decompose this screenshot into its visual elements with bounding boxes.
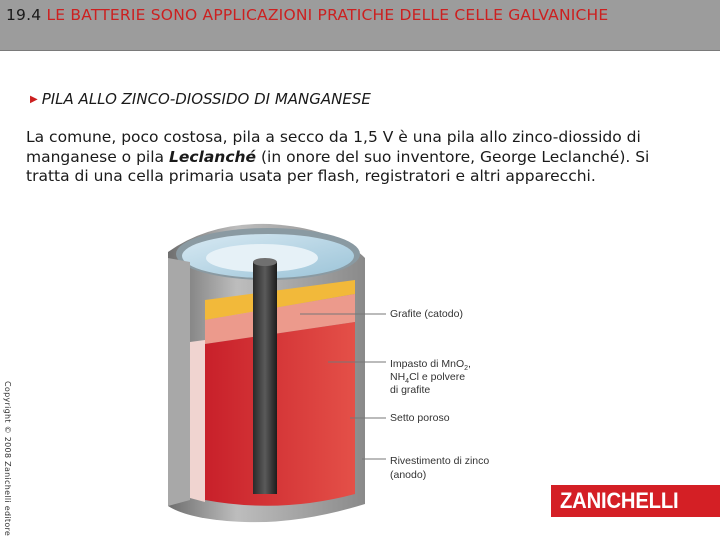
rod-top [253,258,277,266]
body-text-start: La comune, poco costosa, pila a secco da 1,5 V è una pila allo zinco-diossido di manganese o pila [26,128,641,166]
label-impasto-line2: $NH_4Cl$ e polvere [390,371,466,385]
copyright-notice: Copyright © 2008 Zanichelli editore [3,381,12,537]
paste-mix [205,322,355,506]
slide-subtitle [30,90,371,108]
section-title: LE BATTERIE SONO APPLICAZIONI PRATICHE DELLE CELLE GALVANICHE [46,6,609,24]
section-number: 19.4 [6,6,42,24]
subtitle-text: PILA ALLO ZINCO-DIOSSIDO DI MANGANESE [41,90,371,108]
label-setto: Setto poroso [390,412,450,424]
label-impasto-line1: Impasto di MnO$_2$, [390,358,471,372]
battery-illustration [150,222,510,527]
graphite-rod [253,262,277,494]
logo-text: ZANICHELLI [560,488,679,513]
label-grafite: Grafite (catodo) [390,308,463,320]
label-rivestimento-line1: Rivestimento di zinco [390,455,490,467]
body-emphasis: Leclanché [168,147,257,166]
title-bar [0,0,720,51]
publisher-logo [551,485,720,517]
zinc-wall [168,258,190,506]
label-rivestimento-line2: (anodo) [390,469,427,481]
label-impasto-line3: di grafite [390,384,431,396]
body-text-end: (in onore del suo inventore, George Leclanché). Si tratta di una cella primaria usata per flash, registratori e altri apparecchi. [26,147,650,185]
bullet-arrow-icon: ▶ [30,94,38,105]
body-paragraph [26,128,666,187]
porous-separator [190,340,205,502]
slide-title [6,5,706,25]
